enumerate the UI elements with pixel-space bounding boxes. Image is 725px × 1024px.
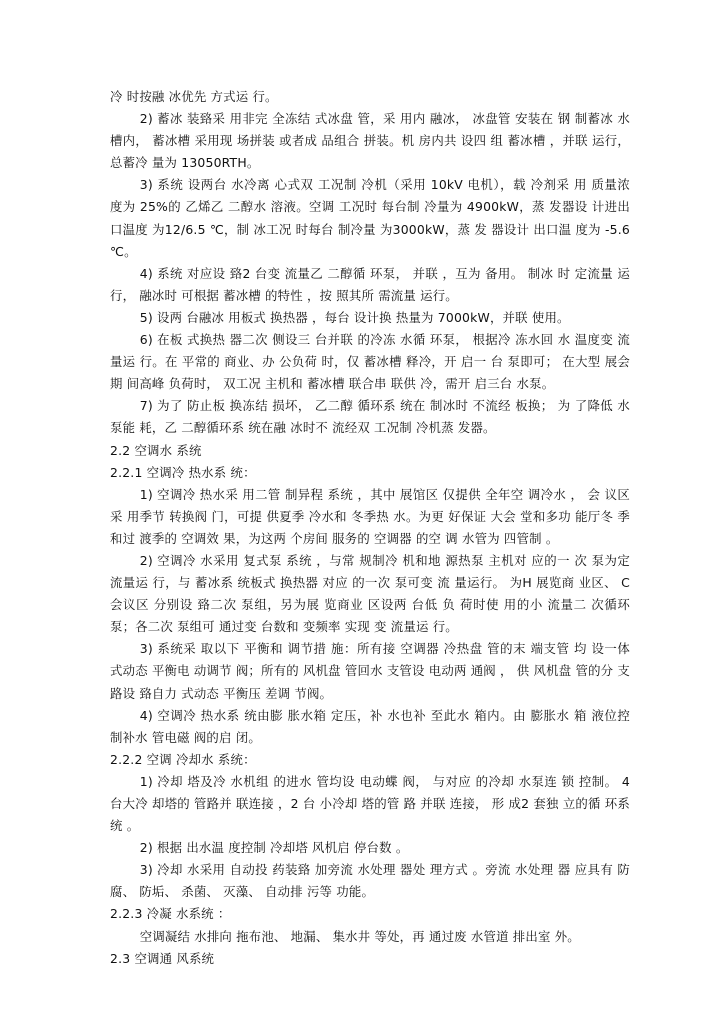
paragraph-heat-exchangers: 5) 设两 台融冰 用板式 换热器 ，每台 设计换 热量为 7000kW，并联 使用。 bbox=[139, 309, 570, 325]
document-body bbox=[110, 86, 630, 970]
section-heading-2-2-3: 2.2.3 冷凝 水系统 ： bbox=[110, 906, 231, 922]
section-heading-2-2: 2.2 空调水 系统 bbox=[110, 442, 202, 458]
section-heading-2-3: 2.3 空调通 风系统 bbox=[110, 950, 215, 966]
paragraph-glycol-pumps: 4) 系统 对应设 臵2 台变 流量乙 二醇循 环泵， 并联 ，互为 备用。 制冰 时 定流量 运行， 融冰时 可根据 蓄冰槽 的特性 ，按 照其所 需流量 运行。 bbox=[110, 265, 630, 303]
paragraph-tower-fan-control: 2) 根据 出水温 度控制 冷却塔 风机启 停台数 。 bbox=[139, 840, 409, 856]
paragraph-cooling-tower-valves: 1) 冷却 塔及冷 水机组 的进水 管均设 电动蝶 阀， 与对应 的冷却 水泵连 锁 控制。 4 台大冷 却塔的 管路并 联连接 ，2 台 小冷却 塔的管 路 并联 连接， 形 成2 套独 立的循 环系统 。 bbox=[110, 773, 630, 834]
paragraph-compound-pump: 2) 空调冷 水采用 复式泵 系统 ，与常 规制冷 机和地 源热泵 主机对 应的一 次 泵为定 流量运 行，与 蓄冰系 统板式 换热器 对应 的一次 泵可变 流 量运行。 为H 展览商 业区、 C 会议区 分别设 臵二次 泵组，另为展 览商业 区设两 台低 负 荷时使 用的小 流量二 次循环 泵；各二次 泵组可 通过变 台数和 变频率 实现 变 流量运 行。 bbox=[110, 552, 630, 635]
paragraph-freeze-protection: 7) 为了 防止板 换冻结 损坏， 乙二醇 循环系 统在 制冰时 不流经 板换； 为 了降低 水泵能 耗，乙 二醇循环系 统在融 冰时不 流经双 工况制 冷机蒸 发器。 bbox=[110, 398, 630, 436]
paragraph-1: 冷 时按融 冰优先 方式运 行。 bbox=[110, 89, 278, 104]
paragraph-chillers: 3) 系统 设两台 水冷离 心式双 工况制 冷机（采用 10kV 电机），载 冷剂采 用 质量浓 度为 25%的 乙烯乙 二醇水 溶液。空调 工况时 每台制 冷量为 4900kW，蒸 发器设 计进出 口温度 为12/6.5 ℃，制 冰工况 时每台 制冷量 为3000kW，蒸 发 器设计 出口温 度为 -5.6 ℃。 bbox=[110, 177, 630, 259]
paragraph-expansion-tank: 4) 空调冷 热水系 统由膨 胀水箱 定压，补 水也补 至此水 箱内。由 膨胀水 箱 液位控 制补水 管电磁 阀的启 闭。 bbox=[110, 707, 630, 745]
paragraph-chilled-water-pumps: 6) 在板 式换热 器二次 侧设三 台并联 的冷冻 水循 环泵， 根据冷 冻水回 水 温度变 流量运 行。在 平常的 商业、办 公负荷 时，仅 蓄冰槽 释冷，开 启一 台 泵即可； 在大型 展会期 间高峰 负荷时， 双工况 主机和 蓄冰槽 联合串 联供 冷，需开 启三台 水泵。 bbox=[110, 332, 630, 392]
paragraph-balancing: 3) 系统采 取以下 平衡和 调节措 施：所有接 空调器 冷热盘 管的末 端支管 均 设一体 式动态 平衡电 动调节 阀；所有的 风机盘 管回水 支管设 电动两 通阀 ， 供 风机盘 管的分 支路设 臵自力 式动态 平衡压 差调 节阀。 bbox=[110, 641, 630, 701]
paragraph-water-treatment: 3) 冷却 水采用 自动投 药装臵 加旁流 水处理 器处 理方式 。旁流 水处理 器 应具有 防腐、 防垢、 杀菌、 灭藻、 自动排 污等 功能。 bbox=[110, 862, 630, 900]
section-heading-2-2-2: 2.2.2 空调 冷却水 系统： bbox=[110, 751, 256, 767]
paragraph-ice-storage: 2) 蓄冰 装臵采 用非完 全冻结 式冰盘 管，采 用内 融冰， 冰盘管 安装在 钢 制蓄冰 水槽内， 蓄冰槽 采用现 场拼装 或者成 品组合 拼装。机 房内共 设四 组 蓄冰槽 ，并联 运行， 总蓄冷 量为 13050RTH。 bbox=[110, 111, 630, 171]
paragraph-two-pipe-system: 1) 空调冷 热水采 用二管 制异程 系统 ，其中 展馆区 仅提供 全年空 调冷水 ， 会 议区采 用季节 转换阀 门，可提 供夏季 冷水和 冬季热 水。为更 好保证 大会 堂和多功 能厅冬 季和过 渡季的 空调效 果，为这两 个房间 服务的 空调器 的空 调 水管为 四管制 。 bbox=[110, 486, 630, 546]
paragraph-condensate: 空调凝结 水排向 拖布池、 地漏、 集水井 等处，再 通过废 水管道 排出室 外。 bbox=[139, 928, 580, 944]
section-heading-2-2-1: 2.2.1 空调冷 热水系 统： bbox=[110, 464, 256, 480]
